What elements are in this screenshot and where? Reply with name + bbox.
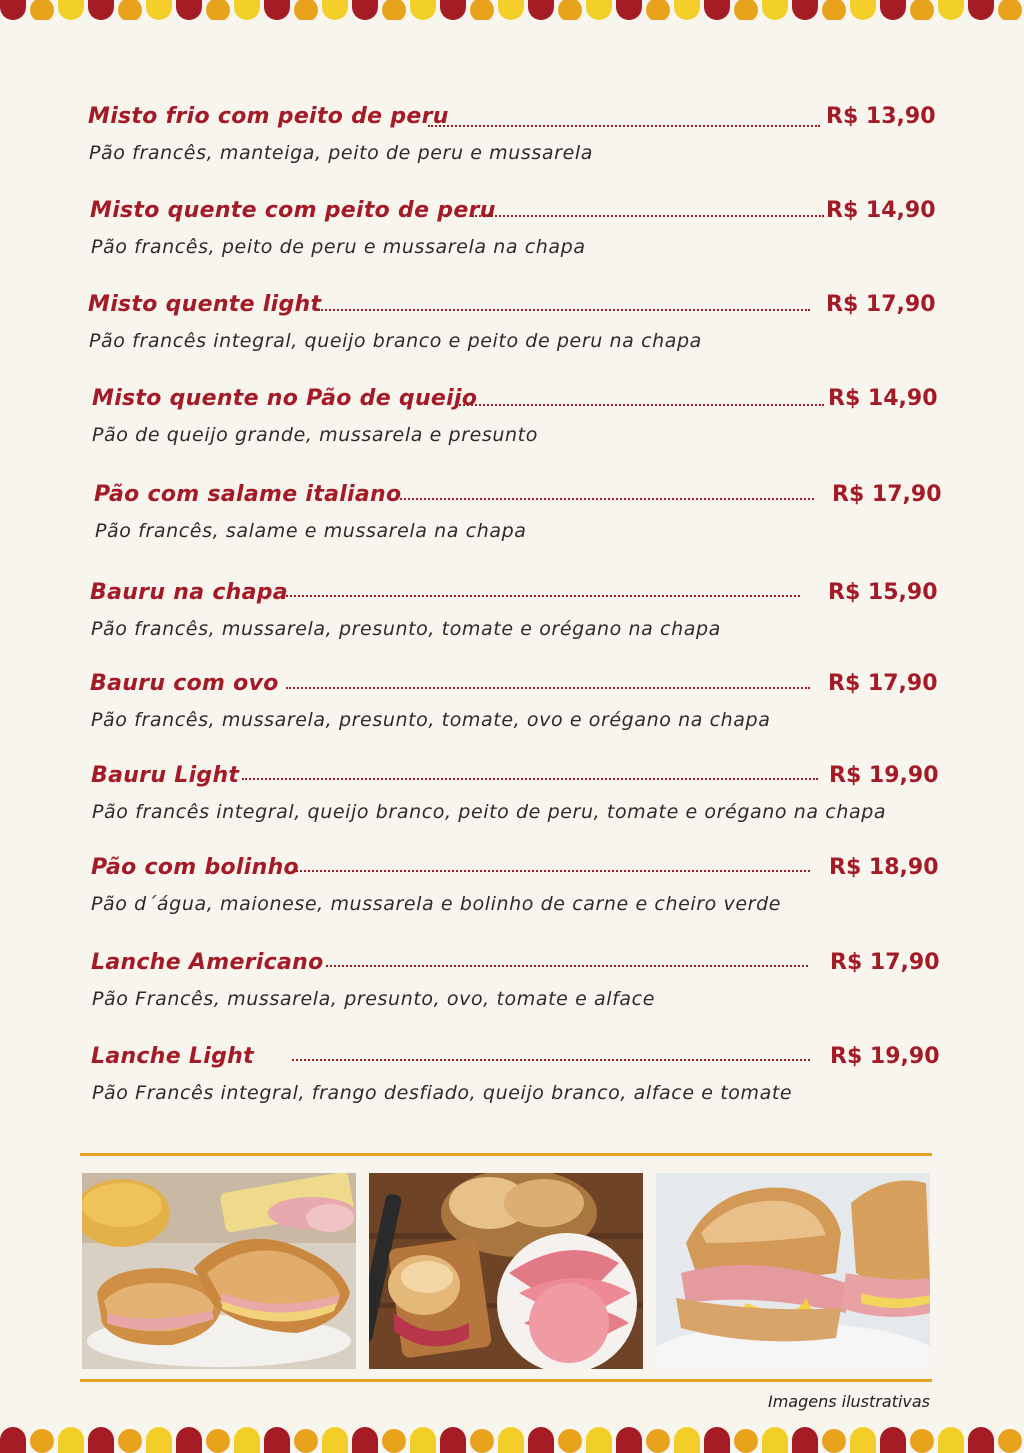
item-description: Pão d´água, maionese, mussarela e bolinho de carne e cheiro verde: [91, 893, 782, 915]
border-tab: [704, 1427, 730, 1453]
border-tab: [968, 1427, 994, 1453]
border-tab: [352, 1427, 378, 1453]
item-description: Pão francês integral, queijo branco, peito de peru, tomate e orégano na chapa: [92, 801, 887, 823]
border-tab: [674, 0, 700, 20]
border-tab: [910, 1429, 934, 1453]
border-tab: [646, 0, 670, 20]
border-tab: [704, 0, 730, 20]
border-tab: [382, 1429, 406, 1453]
border-tab: [734, 0, 758, 20]
dotted-leader: [428, 125, 820, 127]
item-price: R$ 17,90: [832, 482, 942, 507]
item-name: Bauru com ovo: [90, 671, 279, 696]
item-price: R$ 18,90: [829, 855, 939, 880]
border-tab: [792, 1427, 818, 1453]
border-tab: [822, 1429, 846, 1453]
border-tab: [234, 1427, 260, 1453]
item-price: R$ 17,90: [828, 671, 938, 696]
border-tab: [88, 1427, 114, 1453]
border-tab: [58, 1427, 84, 1453]
border-tab: [734, 1429, 758, 1453]
border-tab: [586, 1427, 612, 1453]
divider-top: [80, 1153, 932, 1156]
border-tab: [762, 0, 788, 20]
ham-sandwich-closeup-photo: [656, 1173, 930, 1369]
border-tab: [234, 0, 260, 20]
border-tab: [558, 1429, 582, 1453]
dotted-leader: [292, 1059, 810, 1061]
border-tab: [176, 1427, 202, 1453]
item-price: R$ 19,90: [830, 1044, 940, 1069]
border-tab: [88, 0, 114, 20]
item-price: R$ 14,90: [826, 198, 936, 223]
border-tab: [0, 1427, 26, 1453]
border-tab: [528, 1427, 554, 1453]
divider-bottom: [80, 1379, 932, 1382]
item-price: R$ 19,90: [829, 763, 939, 788]
item-name: Lanche Light: [91, 1044, 254, 1069]
border-tab: [498, 0, 524, 20]
border-tab: [118, 1429, 142, 1453]
border-tab: [910, 0, 934, 20]
illustrative-images-caption: Imagens ilustrativas: [767, 1392, 930, 1411]
item-name: Lanche Americano: [91, 950, 324, 975]
border-tab: [146, 0, 172, 20]
item-price: R$ 17,90: [830, 950, 940, 975]
dotted-leader: [286, 595, 800, 597]
item-description: Pão francês, mussarela, presunto, tomate, ovo e orégano na chapa: [91, 709, 771, 731]
decorative-border-bottom: [0, 1427, 1024, 1453]
item-description: Pão Francês, mussarela, presunto, ovo, tomate e alface: [92, 988, 655, 1010]
item-price: R$ 14,90: [828, 386, 938, 411]
item-description: Pão francês integral, queijo branco e peito de peru na chapa: [89, 330, 702, 352]
border-tab: [616, 1427, 642, 1453]
border-tab: [206, 1429, 230, 1453]
bread-and-ham-slices-photo: [369, 1173, 643, 1369]
border-tab: [264, 1427, 290, 1453]
item-description: Pão francês, peito de peru e mussarela na chapa: [91, 236, 586, 258]
item-price: R$ 15,90: [828, 580, 938, 605]
border-tab: [850, 1427, 876, 1453]
dotted-leader: [286, 687, 810, 689]
toasted-ham-cheese-sandwich-photo: [82, 1173, 356, 1369]
border-tab: [968, 0, 994, 20]
border-tab: [58, 0, 84, 20]
border-tab: [586, 0, 612, 20]
item-price: R$ 17,90: [826, 292, 936, 317]
dotted-leader: [326, 965, 808, 967]
border-tab: [998, 1429, 1022, 1453]
border-tab: [30, 1429, 54, 1453]
border-tab: [646, 1429, 670, 1453]
item-price: R$ 13,90: [826, 104, 936, 129]
border-tab: [470, 0, 494, 20]
border-tab: [30, 0, 54, 20]
border-tab: [382, 0, 406, 20]
border-tab: [998, 0, 1022, 20]
border-tab: [616, 0, 642, 20]
border-tab: [264, 0, 290, 20]
border-tab: [294, 0, 318, 20]
border-tab: [322, 0, 348, 20]
border-tab: [792, 0, 818, 20]
dotted-leader: [242, 778, 818, 780]
border-tab: [674, 1427, 700, 1453]
item-name: Pão com bolinho: [91, 855, 299, 880]
item-description: Pão francês, salame e mussarela na chapa: [95, 520, 527, 542]
border-tab: [176, 0, 202, 20]
border-tab: [322, 1427, 348, 1453]
border-tab: [440, 1427, 466, 1453]
border-tab: [352, 0, 378, 20]
item-name: Pão com salame italiano: [94, 482, 402, 507]
border-tab: [558, 0, 582, 20]
item-name: Bauru na chapa: [90, 580, 288, 605]
border-tab: [440, 0, 466, 20]
decorative-border-top: [0, 0, 1024, 20]
item-name: Misto quente no Pão de queijo: [92, 386, 478, 411]
border-tab: [0, 0, 26, 20]
border-tab: [118, 0, 142, 20]
border-tab: [880, 1427, 906, 1453]
border-tab: [410, 1427, 436, 1453]
item-description: Pão de queijo grande, mussarela e presunto: [92, 424, 538, 446]
border-tab: [880, 0, 906, 20]
border-tab: [938, 1427, 964, 1453]
dotted-leader: [472, 215, 824, 217]
border-tab: [410, 0, 436, 20]
item-name: Misto quente light: [88, 292, 322, 317]
item-description: Pão Francês integral, frango desfiado, queijo branco, alface e tomate: [92, 1082, 793, 1104]
border-tab: [206, 0, 230, 20]
border-tab: [938, 0, 964, 20]
border-tab: [528, 0, 554, 20]
item-description: Pão francês, manteiga, peito de peru e mussarela: [89, 142, 593, 164]
item-name: Misto quente com peito de peru: [90, 198, 496, 223]
dotted-leader: [292, 870, 810, 872]
border-tab: [146, 1427, 172, 1453]
item-description: Pão francês, mussarela, presunto, tomate e orégano na chapa: [91, 618, 721, 640]
border-tab: [498, 1427, 524, 1453]
border-tab: [470, 1429, 494, 1453]
dotted-leader: [318, 309, 810, 311]
border-tab: [850, 0, 876, 20]
dotted-leader: [392, 498, 814, 500]
border-tab: [294, 1429, 318, 1453]
border-tab: [762, 1427, 788, 1453]
border-tab: [822, 0, 846, 20]
item-name: Bauru Light: [91, 763, 240, 788]
dotted-leader: [456, 404, 824, 406]
item-name: Misto frio com peito de peru: [88, 104, 449, 129]
